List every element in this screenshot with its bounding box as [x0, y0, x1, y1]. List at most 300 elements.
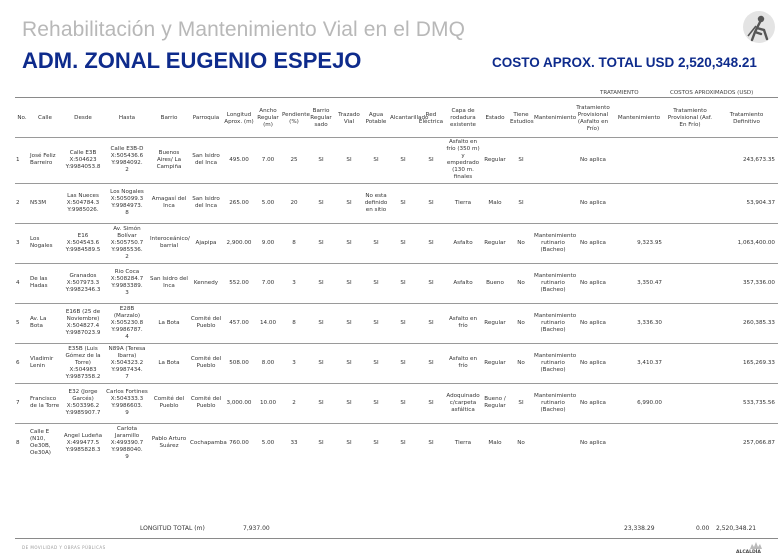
cell-text: San Isidro del Inca	[150, 276, 188, 289]
cell-text: San Isidro del Inca	[192, 196, 220, 209]
table-body	[15, 137, 778, 463]
column-header: Hasta	[118, 115, 136, 122]
cell-text: Comité del Pueblo	[153, 396, 185, 409]
header-divider	[15, 97, 778, 98]
table-cell-provisional	[573, 223, 613, 263]
cell-text: SI	[400, 359, 406, 366]
cell-text: 53,904.37	[746, 199, 775, 206]
table-row	[15, 223, 778, 263]
column-header: Tratamiento Definitivo	[729, 111, 764, 125]
table-cell-longitud	[223, 303, 255, 343]
cell-text: 495.00	[229, 156, 249, 163]
table-row	[15, 263, 778, 303]
table-cell-alcantarillado	[389, 223, 417, 263]
cell-text: 33	[290, 439, 298, 446]
table-cell-red	[417, 383, 445, 423]
table-row	[15, 137, 778, 183]
cell-text: SI	[428, 279, 434, 286]
table-cell-c-def	[715, 423, 778, 463]
cell-text: SI	[400, 239, 406, 246]
cell-text: SI	[400, 439, 406, 446]
cell-text: No aplica	[580, 399, 606, 406]
cell-text: SI	[318, 156, 324, 163]
cell-text: Regular	[484, 359, 506, 366]
column-header: Tiene Estudios	[510, 111, 534, 125]
cell-text: 760.00	[229, 439, 249, 446]
column-header: Tratamiento Provisional (Asf. En Frío)	[667, 108, 713, 129]
table-cell-hasta	[105, 263, 149, 303]
table-cell-hasta	[105, 223, 149, 263]
table-cell-parroquia	[189, 223, 223, 263]
column-header: Barrio	[160, 115, 178, 122]
table-cell-no	[15, 183, 29, 223]
works-table	[15, 101, 778, 463]
table-cell-alcantarillado	[389, 383, 417, 423]
table-cell-longitud	[223, 183, 255, 223]
cell-text: SI	[318, 399, 324, 406]
cell-text: 508.00	[229, 359, 249, 366]
table-cell-c-mant	[613, 137, 665, 183]
table-cell-estado	[481, 223, 509, 263]
table-cell-no	[15, 223, 29, 263]
cell-text: Calle E (N10, Oe30B, Oe30A)	[30, 429, 51, 457]
cell-text: No aplica	[580, 359, 606, 366]
table-cell-ancho	[255, 343, 281, 383]
table-cell-hasta	[105, 423, 149, 463]
table-cell-capa	[445, 423, 481, 463]
cell-text: 7.00	[261, 156, 275, 163]
table-cell-trazado	[335, 183, 363, 223]
table-header	[15, 101, 778, 137]
table-cell-pendiente	[281, 423, 307, 463]
cell-text: Las Nueces X:504784.3 Y:9985026.	[66, 192, 100, 213]
table-cell-estado	[481, 423, 509, 463]
cell-text: 265.00	[229, 199, 249, 206]
table-cell-c-mant	[613, 343, 665, 383]
table-cell-trazado	[335, 343, 363, 383]
cell-text: Asfalto en frío	[448, 316, 478, 329]
table-cell-ancho	[255, 183, 281, 223]
column-header: Trazado Vial	[338, 111, 360, 125]
table-row	[15, 343, 778, 383]
cell-text: E35B (Luis Gómez de la Torre) X:504983 Y:9987358.2	[65, 345, 101, 380]
table-cell-ancho	[255, 423, 281, 463]
cell-text: 4	[16, 279, 20, 286]
cell-text: SI	[400, 319, 406, 326]
cell-text: 6	[16, 359, 20, 366]
table-cell-c-mant	[613, 223, 665, 263]
table-cell-barrio	[149, 343, 189, 383]
table-cell-parroquia	[189, 423, 227, 463]
table-cell-desde	[61, 223, 105, 263]
cell-text: E16B (25 de Noviembre) X:504827.4 Y:9987023.9	[65, 309, 101, 336]
cell-text: 5.00	[261, 439, 275, 446]
cell-text: SI	[518, 156, 524, 163]
cell-text: SI	[400, 399, 406, 406]
table-row	[15, 383, 778, 423]
cell-text: SI	[428, 239, 434, 246]
table-cell-trazado	[335, 137, 363, 183]
table-cell-barrio	[149, 423, 189, 463]
cell-text: Asfalto	[453, 279, 473, 286]
road-worker-icon	[742, 10, 776, 44]
table-cell-calle	[29, 383, 61, 423]
cell-text: La Bota	[158, 359, 180, 366]
cell-text: Vladimir Lenin	[30, 356, 54, 369]
total-definitive-cost: 2,520,348.21	[716, 525, 757, 532]
table-cell-trazado	[335, 423, 363, 463]
table-cell-ancho	[255, 137, 281, 183]
cell-text: No aplica	[580, 239, 606, 246]
cell-text: De las Hadas	[30, 276, 48, 289]
cell-text: Asfalto en frío	[448, 356, 478, 369]
cell-text: No esta definido en sitio	[364, 192, 388, 213]
table-cell-ancho	[255, 263, 281, 303]
table-cell-parroquia	[189, 183, 223, 223]
cell-text: SI	[346, 279, 352, 286]
table-cell-estudios	[509, 263, 533, 303]
cell-text: Regular	[484, 319, 506, 326]
cell-text: SI	[318, 439, 324, 446]
cell-text: Calle E3B-D X:505436.6 Y:9984092. 2	[110, 146, 144, 173]
cell-text: 2	[292, 399, 296, 406]
cell-text: Bueno	[486, 279, 504, 286]
table-row	[15, 303, 778, 343]
cell-text: No aplica	[580, 319, 606, 326]
table-cell-alcantarillado	[389, 423, 417, 463]
table-cell-c-prov	[665, 383, 715, 423]
column-header: Red Eléctrica	[418, 111, 444, 125]
cell-text: 243,673.35	[742, 156, 775, 163]
table-cell-no	[15, 137, 29, 183]
cell-text: Av. La Bota	[30, 316, 47, 329]
table-cell-ancho	[255, 303, 281, 343]
table-cell-alcantarillado	[389, 343, 417, 383]
cell-text: 9,323.95	[637, 239, 662, 246]
cell-text: 10.00	[259, 399, 276, 406]
cell-text: Angel Ludeña X:499477.5 Y:9985828.3	[63, 432, 103, 453]
table-cell-trazado	[335, 383, 363, 423]
table-cell-capa	[445, 263, 481, 303]
table-cell-c-mant	[613, 183, 665, 223]
table-cell-desde	[61, 383, 105, 423]
cell-text: SI	[318, 359, 324, 366]
table-cell-parroquia	[189, 383, 223, 423]
cell-text: Carlos Fortines X:504333.3 Y:9986603. 9	[106, 389, 148, 416]
cell-text: 260,385.33	[742, 319, 775, 326]
page-title: Rehabilitación y Mantenimiento Vial en el DMQ	[22, 18, 465, 41]
cell-text: Tierra	[454, 199, 472, 206]
table-cell-estudios	[509, 137, 533, 183]
table-cell-pendiente	[281, 223, 307, 263]
cell-text: SI	[346, 199, 352, 206]
table-cell-red	[417, 137, 445, 183]
column-header: Barrio Regular sado	[310, 108, 332, 129]
cell-text: SI	[400, 279, 406, 286]
cell-text: Interoceánico/ barrial	[150, 236, 190, 249]
cell-text: 3,350.47	[637, 279, 662, 286]
table-cell-capa	[445, 223, 481, 263]
table-cell-mantenimiento	[533, 263, 577, 303]
cell-text: SI	[318, 199, 324, 206]
cell-text: SI	[373, 279, 379, 286]
table-cell-red	[417, 223, 445, 263]
total-provisional-cost: 0.00	[696, 525, 710, 532]
cell-text: 5.00	[261, 199, 275, 206]
column-header: Pendiente (%)	[282, 111, 310, 125]
cell-text: 7	[16, 399, 20, 406]
cell-text: 8	[292, 239, 296, 246]
cell-text: Los Nogales	[30, 236, 53, 249]
cell-text: José Feliz Barreiro	[30, 153, 56, 166]
table-cell-hasta	[105, 183, 149, 223]
table-row	[15, 423, 778, 463]
cell-text: SI	[428, 156, 434, 163]
table-cell-pendiente	[281, 383, 307, 423]
column-header: Ancho Regular (m)	[257, 108, 279, 129]
cell-text: 552.00	[229, 279, 249, 286]
cell-text: Mantenimiento rutinario (Bacheo)	[534, 312, 577, 333]
cell-text: Regular	[484, 239, 506, 246]
table-cell-hasta	[105, 137, 149, 183]
table-cell-barrio-reg	[307, 383, 335, 423]
cell-text: N89A (Teresa Ibarra) X:504323.2 Y:9987434. 7	[108, 345, 146, 380]
cell-text: Mantenimiento rutinario (Bacheo)	[534, 392, 577, 413]
cell-text: Bueno / Regular	[484, 396, 506, 409]
cell-text: SI	[400, 199, 406, 206]
cell-text: SI	[518, 199, 524, 206]
table-cell-calle	[29, 183, 61, 223]
cell-text: SI	[373, 156, 379, 163]
zone-title: ADM. ZONAL EUGENIO ESPEJO	[22, 48, 362, 73]
table-cell-barrio-reg	[307, 137, 335, 183]
cell-text: No aplica	[580, 279, 606, 286]
table-cell-estado	[481, 137, 509, 183]
table-cell-barrio	[149, 223, 189, 263]
table-cell-red	[417, 263, 445, 303]
table-cell-estudios	[509, 223, 533, 263]
cell-text: 5	[16, 319, 20, 326]
cell-text: 6,990.00	[637, 399, 662, 406]
cell-text: 2,900.00	[226, 239, 252, 246]
table-cell-c-mant	[613, 383, 665, 423]
cell-text: 357,336.00	[742, 279, 775, 286]
table-cell-desde	[61, 263, 105, 303]
cell-text: Los Nogales X:505099.3 Y:9984973. 8	[110, 189, 144, 216]
cell-text: 7.00	[261, 279, 275, 286]
table-cell-trazado	[335, 263, 363, 303]
table-cell-mantenimiento	[533, 423, 573, 463]
cell-text: E28B (Marzalo) X:505230.8 Y:9986787. 4	[110, 305, 144, 340]
table-cell-mantenimiento	[533, 383, 577, 423]
table-cell-estudios	[509, 303, 533, 343]
table-cell-c-prov	[665, 223, 715, 263]
cell-text: Asfalto en frío (350 m) y empedrado (130 m. finales	[446, 139, 480, 180]
table-cell-c-prov	[665, 183, 715, 223]
table-cell-longitud	[223, 423, 255, 463]
cell-text: 3,336.30	[637, 319, 662, 326]
table-cell-calle	[29, 263, 61, 303]
cell-text: 8	[292, 319, 296, 326]
cell-text: No	[517, 319, 525, 326]
table-cell-alcantarillado	[389, 183, 417, 223]
table-cell-hasta	[105, 343, 149, 383]
group-header-tratamiento: TRATAMIENTO	[600, 90, 639, 96]
cell-text: 533,735.56	[742, 399, 775, 406]
table-cell-estado	[481, 183, 509, 223]
cell-text: 8	[16, 439, 20, 446]
table-cell-mantenimiento	[533, 343, 577, 383]
column-header: No.	[17, 115, 27, 122]
table-cell-ancho	[255, 383, 281, 423]
cell-text: SI	[400, 156, 406, 163]
table-cell-agua	[363, 137, 389, 183]
table-cell-no	[15, 343, 29, 383]
table-cell-estudios	[509, 383, 533, 423]
table-cell-longitud	[223, 223, 255, 263]
cell-text: SI	[428, 199, 434, 206]
cell-text: Mantenimiento rutinario (Bacheo)	[534, 232, 577, 253]
cell-text: No	[517, 439, 525, 446]
total-length-label: LONGITUD TOTAL (m)	[140, 525, 205, 532]
table-cell-parroquia	[189, 263, 223, 303]
table-cell-c-def	[715, 137, 778, 183]
table-cell-alcantarillado	[389, 303, 417, 343]
table-cell-barrio	[149, 263, 189, 303]
cell-text: 3,410.37	[637, 359, 662, 366]
table-cell-desde	[61, 137, 105, 183]
table-cell-barrio	[149, 137, 189, 183]
cell-text: E32 (Jorge Garcés) X:503396.2 Y:9985907.7	[65, 389, 101, 416]
cell-text: SI	[346, 359, 352, 366]
total-cost-label: COSTO APROX. TOTAL USD 2,520,348.21	[492, 55, 757, 70]
table-cell-provisional	[573, 183, 613, 223]
footer-logo-text: ALCALDÍA	[736, 550, 761, 555]
cell-text: Mantenimiento rutinario (Bacheo)	[534, 352, 577, 373]
cell-text: Asfalto	[453, 239, 473, 246]
column-header: Tratamiento Provisional (Asfalto en Frío)	[576, 104, 610, 132]
cell-text: SI	[346, 319, 352, 326]
cell-text: 1,063,400.00	[737, 239, 775, 246]
table-cell-estado	[481, 303, 509, 343]
column-header: Longitud Aprox. (m)	[224, 111, 254, 125]
table-cell-mantenimiento	[533, 183, 573, 223]
cell-text: SI	[346, 239, 352, 246]
table-cell-barrio	[149, 183, 189, 223]
table-cell-no	[15, 303, 29, 343]
cell-text: Adoquinado c/carpeta asfáltica	[446, 392, 480, 413]
table-cell-estado	[481, 343, 509, 383]
table-cell-estudios	[509, 423, 533, 463]
cell-text: SI	[428, 439, 434, 446]
table-cell-desde	[61, 343, 105, 383]
table-cell-barrio	[149, 303, 189, 343]
table-cell-barrio-reg	[307, 303, 335, 343]
table-cell-c-mant	[613, 423, 665, 463]
footer-brand: DE MOVILIDAD Y OBRAS PÚBLICAS	[22, 545, 106, 550]
table-cell-c-prov	[665, 303, 715, 343]
table-cell-mantenimiento	[533, 137, 573, 183]
cell-text: Ajapipa	[195, 239, 217, 246]
cell-text: SI	[318, 239, 324, 246]
cell-text: Kennedy	[193, 279, 219, 286]
table-cell-agua	[363, 303, 389, 343]
table-cell-c-def	[715, 223, 778, 263]
cell-text: San Isidro del Inca	[192, 153, 220, 166]
cell-text: 3	[292, 279, 296, 286]
cell-text: 3	[16, 239, 20, 246]
cell-text: Comité del Pueblo	[190, 316, 222, 329]
cell-text: 9.00	[261, 239, 275, 246]
cell-text: Calle E3B X:504623 Y:9984053.8	[65, 149, 101, 170]
table-cell-calle	[29, 137, 61, 183]
table-cell-capa	[445, 383, 481, 423]
table-cell-mantenimiento	[533, 303, 577, 343]
table-cell-c-def	[715, 263, 778, 303]
cell-text: 165,269.33	[742, 359, 775, 366]
table-row	[15, 183, 778, 223]
column-header: Mantenimiento	[617, 115, 661, 122]
cell-text: SI	[346, 156, 352, 163]
table-cell-estudios	[509, 343, 533, 383]
table-cell-parroquia	[189, 343, 223, 383]
table-cell-no	[15, 263, 29, 303]
table-cell-agua	[363, 343, 389, 383]
table-cell-capa	[445, 137, 481, 183]
cell-text: 257,066.87	[742, 439, 775, 446]
table-cell-no	[15, 423, 29, 463]
table-cell-provisional	[573, 423, 613, 463]
table-cell-c-mant	[613, 303, 665, 343]
table-cell-hasta	[105, 383, 149, 423]
cell-text: Regular	[484, 156, 506, 163]
cell-text: 1	[16, 156, 20, 163]
table-cell-pendiente	[281, 303, 307, 343]
column-header: Capa de rodadura existente	[450, 108, 476, 129]
table-cell-pendiente	[281, 263, 307, 303]
cell-text: No aplica	[580, 199, 606, 206]
cell-text: No aplica	[580, 156, 606, 163]
table-cell-c-mant	[613, 263, 665, 303]
cell-text: Granados X:507973.3 Y:9982346.3	[65, 272, 101, 293]
table-cell-trazado	[335, 223, 363, 263]
table-cell-desde	[61, 423, 105, 463]
table-cell-longitud	[223, 343, 255, 383]
cell-text: SI	[318, 279, 324, 286]
table-cell-agua	[363, 223, 389, 263]
table-cell-mantenimiento	[533, 223, 577, 263]
cell-text: 25	[290, 156, 298, 163]
cell-text: 8.00	[261, 359, 275, 366]
column-header: Calle	[38, 115, 52, 122]
table-cell-c-def	[715, 303, 778, 343]
table-cell-provisional	[573, 137, 613, 183]
cell-text: SI	[518, 399, 524, 406]
table-cell-barrio-reg	[307, 263, 335, 303]
cell-text: Tierra	[454, 439, 472, 446]
table-cell-calle	[29, 343, 61, 383]
cell-text: 2	[16, 199, 20, 206]
table-cell-red	[417, 423, 445, 463]
cell-text: 457.00	[229, 319, 249, 326]
cell-text: 20	[290, 199, 298, 206]
table-cell-red	[417, 303, 445, 343]
table-cell-agua	[363, 423, 389, 463]
table-cell-estudios	[509, 183, 533, 223]
table-cell-ancho	[255, 223, 281, 263]
cell-text: No	[517, 279, 525, 286]
table-cell-parroquia	[189, 303, 223, 343]
